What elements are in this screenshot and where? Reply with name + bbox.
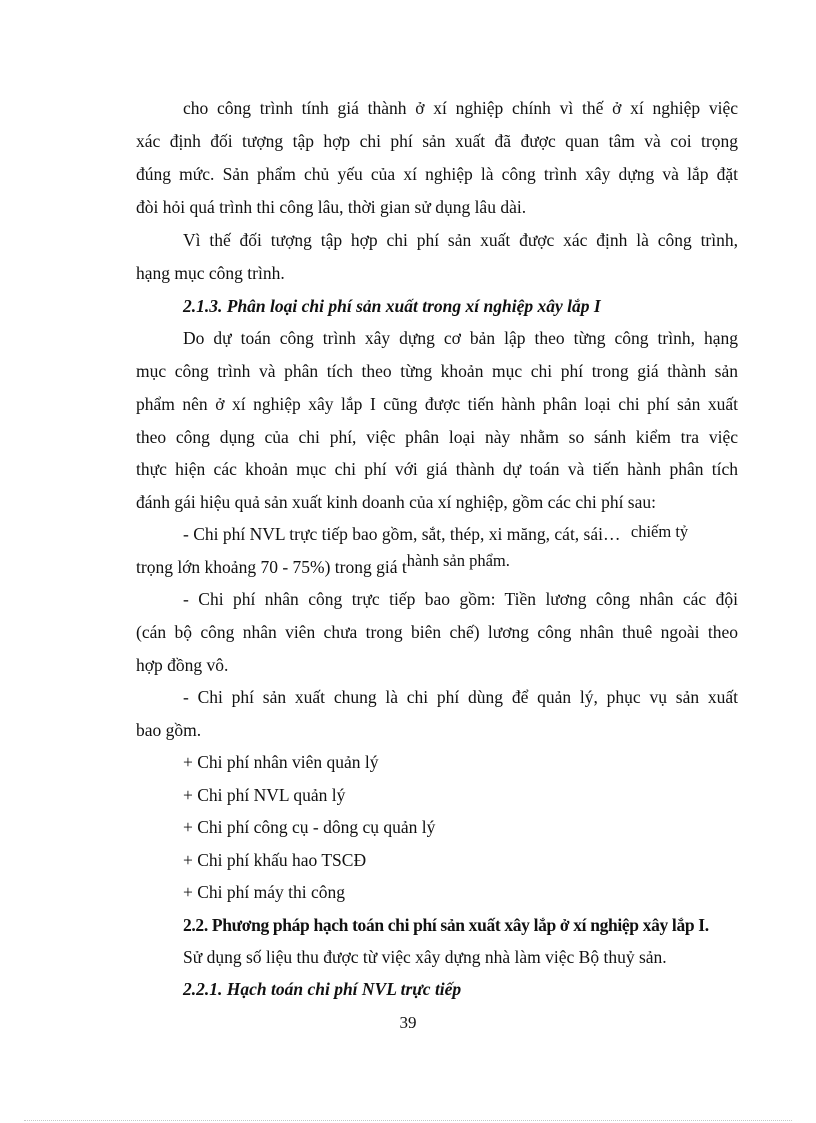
body-text-line: Sử dụng số liệu thu được từ việc xây dựng nhà làm việc Bộ thuỷ sản. [183, 947, 667, 967]
body-text-line: xác định đối tượng tập hợp chi phí sản xuất đã được quan tâm và coi trọng [136, 131, 738, 151]
body-text-line: bao gồm. [136, 720, 202, 740]
body-text-line: đánh gái hiệu quả sản xuất kinh doanh của xí nghiệp, gồm các chi phí sau: [136, 492, 657, 512]
body-text-line: theo công dụng của chi phí, việc phân loại này nhằm so sánh kiểm tra việc [136, 427, 738, 447]
section-heading-2-1-3: 2.1.3. Phân loại chi phí sản xuất trong xí nghiệp xây lắp I [183, 296, 601, 316]
continuation-text: trọng lớn khoảng 70 - 75%) trong giá t [136, 557, 407, 577]
section-heading-2-2-1: 2.2.1. Hạch toán chi phí NVL trực tiếp [183, 979, 462, 999]
body-text-line: - Chi phí sản xuất chung là chi phí dùng để quản lý, phục vụ sản xuất [183, 687, 738, 707]
list-item: + Chi phí nhân viên quản lý [183, 752, 379, 772]
body-text-line: cho công trình tính giá thành ở xí nghiệp chính vì thế ở xí nghiệp việc [183, 98, 738, 118]
body-text-line: hạng mục công trình. [136, 263, 285, 283]
body-text-line: Vì thế đối tượng tập hợp chi phí sản xuất được xác định là công trình, [183, 230, 738, 250]
body-text-line: - Chi phí nhân công trực tiếp bao gồm: Tiền lương công nhân các đội [183, 589, 738, 609]
body-text-line: hợp đồng vô. [136, 655, 229, 675]
body-text-line: đòi hỏi quá trình thi công lâu, thời gian sử dụng lâu dài. [136, 197, 527, 217]
page-number: 39 [399, 1013, 417, 1032]
bullet-nvl-line [183, 523, 738, 546]
body-text-line: đúng mức. Sản phẩm chủ yếu của xí nghiệp là công trình xây dựng và lắp đặt [136, 164, 738, 184]
list-item: + Chi phí công cụ - dông cụ quản lý [183, 817, 436, 837]
bullet-nvl-text: - Chi phí NVL trực tiếp bao gồm, sắt, thép, xi măng, cát, sái… [183, 524, 621, 544]
body-text-line: Do dự toán công trình xây dựng cơ bản lập theo từng công trình, hạng [183, 328, 738, 348]
bullet-nvl-continuation [136, 551, 738, 579]
list-item: + Chi phí NVL quản lý [183, 785, 346, 805]
list-item: + Chi phí khấu hao TSCĐ [183, 850, 367, 870]
continuation-raised-text: hành sản phẩm. [406, 551, 510, 570]
list-item: + Chi phí máy thi công [183, 882, 346, 902]
body-text-line: thực hiện các khoản mục chi phí với giá thành dự toán và tiến hành phân tích [136, 459, 738, 479]
bullet-nvl-tail: chiếm tỷ [630, 522, 689, 541]
body-text-line: phẩm nên ở xí nghiệp xây lắp I cũng được tiến hành phân loại chi phí sản xuất [136, 394, 738, 414]
body-text-line: (cán bộ công nhân viên chưa trong biên chế) lương công nhân thuê ngoài theo [136, 622, 738, 642]
body-text-line: mục công trình và phân tích theo từng khoản mục chi phí trong giá thành sản [136, 361, 738, 381]
page-bottom-divider [24, 1120, 792, 1121]
section-heading-2-2: 2.2. Phương pháp hạch toán chi phí sản xuất xây lắp ở xí nghiệp xây lắp I. [183, 915, 709, 935]
